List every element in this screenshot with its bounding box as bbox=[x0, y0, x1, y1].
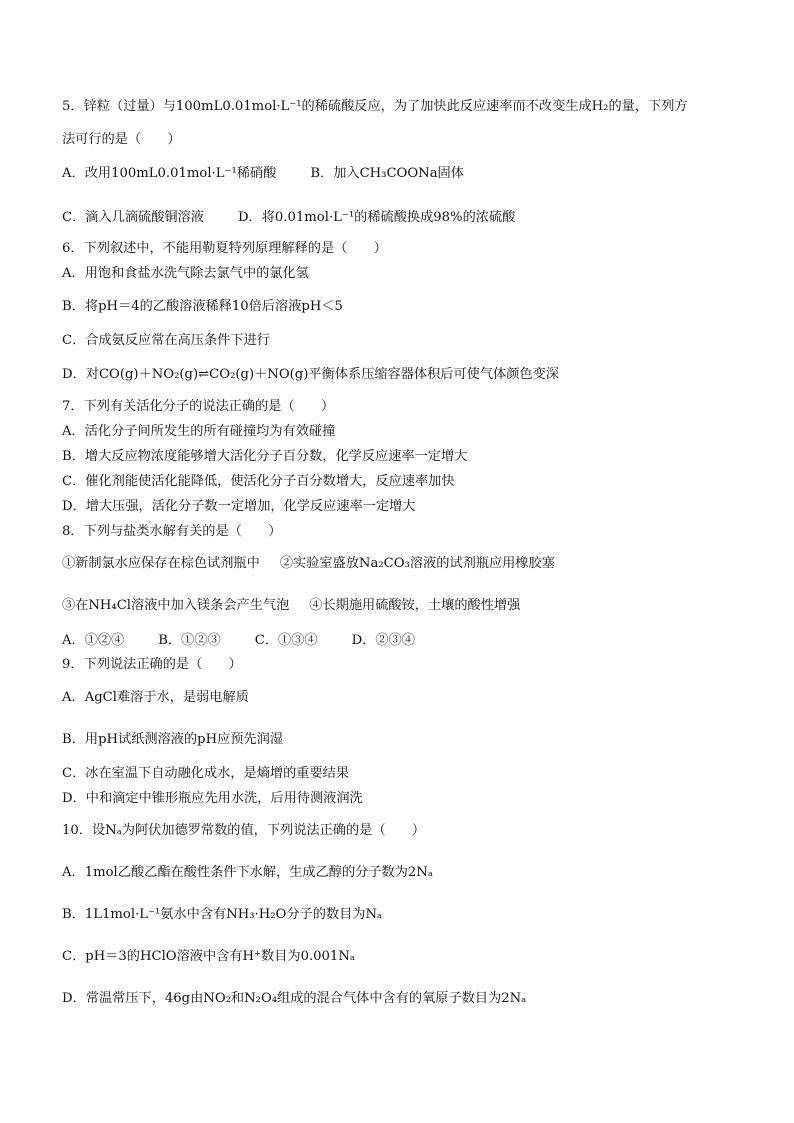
q7-option-b: B．增大反应物浓度能够增大活化分子百分数，化学反应速率一定增大 bbox=[62, 449, 468, 464]
q5-stem-text-2: 法可行的是（ ） bbox=[62, 132, 181, 147]
q5-stem-line-1 bbox=[62, 98, 764, 116]
q5-stem-text-1: 5．锌粒（过量）与100mL0.01mol·L⁻¹的稀硫酸反应，为了加快此反应速率而不改变生成H₂的量，下列方 bbox=[62, 99, 688, 114]
q8-item-2: ②实验室盛放Na₂CO₃溶液的试剂瓶应用橡胶塞 bbox=[279, 556, 555, 571]
q8-option-a: A．①②④ bbox=[62, 633, 125, 648]
q6-option-a: A．用饱和食盐水洗气除去氯气中的氯化氢 bbox=[62, 266, 309, 281]
q8-items-row-2 bbox=[62, 597, 764, 615]
q6-stem-line bbox=[62, 240, 764, 258]
q5-options-row-2 bbox=[62, 209, 764, 227]
q6-option-d-line bbox=[62, 366, 764, 384]
q8-option-b: B．①②③ bbox=[158, 633, 221, 648]
q9-stem-line bbox=[62, 656, 764, 674]
q9-option-c: C．冰在室温下自动融化成水，是熵增的重要结果 bbox=[62, 766, 350, 781]
q8-stem-line bbox=[62, 523, 764, 541]
q7-option-d: D．增大压强，活化分子数一定增加，化学反应速率一定增大 bbox=[62, 499, 416, 514]
q6-option-c-line bbox=[62, 332, 764, 350]
q8-stem-text: 8．下列与盐类水解有关的是（ ） bbox=[62, 524, 282, 539]
q10-option-a-line bbox=[62, 864, 764, 882]
q7-option-a-line bbox=[62, 423, 764, 441]
q6-option-a-line bbox=[62, 265, 764, 283]
q7-option-c-line bbox=[62, 473, 764, 491]
q8-item-1: ①新制氯水应保存在棕色试剂瓶中 bbox=[62, 556, 260, 571]
q5-option-c: C．滴入几滴硫酸铜溶液 bbox=[62, 210, 204, 225]
q10-stem-text: 10．设Nₐ为阿伏加德罗常数的值，下列说法正确的是（ ） bbox=[62, 823, 426, 838]
q7-option-a: A．活化分子间所发生的所有碰撞均为有效碰撞 bbox=[62, 424, 336, 439]
q8-items-row-1 bbox=[62, 555, 764, 573]
q9-stem-text: 9．下列说法正确的是（ ） bbox=[62, 657, 242, 672]
q9-option-a: A．AgCl难溶于水，是弱电解质 bbox=[62, 690, 249, 705]
q6-option-d: D．对CO(g)＋NO₂(g)⇌CO₂(g)＋NO(g)平衡体系压缩容器体积后可使气体颜色变深 bbox=[62, 367, 559, 382]
q5-option-d: D．将0.01mol·L⁻¹的稀硫酸换成98%的浓硫酸 bbox=[237, 210, 516, 225]
q8-options-row bbox=[62, 632, 764, 650]
q5-stem-line-2 bbox=[62, 131, 764, 149]
q6-option-c: C．合成氨反应常在高压条件下进行 bbox=[62, 333, 270, 348]
q8-item-4: ④长期施用硫酸铵，土壤的酸性增强 bbox=[309, 598, 521, 613]
q7-stem-line bbox=[62, 398, 764, 416]
q10-option-b: B．1L1mol·L⁻¹氨水中含有NH₃·H₂O分子的数目为Nₐ bbox=[62, 907, 383, 922]
q9-option-d: D．中和滴定中锥形瓶应先用水洗，后用待测液润洗 bbox=[62, 791, 363, 806]
q10-option-d: D．常温常压下，46g由NO₂和N₂O₄组成的混合气体中含有的氧原子数目为2Nₐ bbox=[62, 991, 527, 1006]
q6-option-b-line bbox=[62, 298, 764, 316]
q9-option-b: B．用pH试纸测溶液的pH应预先润湿 bbox=[62, 732, 284, 747]
q7-option-b-line bbox=[62, 448, 764, 466]
q8-option-d: D．②③④ bbox=[351, 633, 415, 648]
q6-stem-text: 6．下列叙述中，不能用勒夏特列原理解释的是（ ） bbox=[62, 241, 387, 256]
q9-option-c-line bbox=[62, 765, 764, 783]
q8-option-c: C．①③④ bbox=[254, 633, 318, 648]
q7-stem-text: 7．下列有关活化分子的说法正确的是（ ） bbox=[62, 399, 335, 414]
q6-option-b: B．将pH＝4的乙酸溶液稀释10倍后溶液pH＜5 bbox=[62, 299, 343, 314]
q10-option-c: C．pH＝3的HClO溶液中含有H⁺数目为0.001Nₐ bbox=[62, 949, 355, 964]
q7-option-d-line bbox=[62, 498, 764, 516]
q10-option-b-line bbox=[62, 906, 764, 924]
q10-stem-line bbox=[62, 822, 764, 840]
q9-option-d-line bbox=[62, 790, 764, 808]
q7-option-c: C．催化剂能使活化能降低，使活化分子百分数增大，反应速率加快 bbox=[62, 474, 455, 489]
q5-option-a: A．改用100mL0.01mol·L⁻¹稀硝酸 bbox=[62, 166, 277, 181]
q10-option-d-line bbox=[62, 990, 764, 1008]
q5-options-row-1 bbox=[62, 165, 764, 183]
q9-option-a-line bbox=[62, 689, 764, 707]
q10-option-a: A．1mol乙酸乙酯在酸性条件下水解，生成乙醇的分子数为2Nₐ bbox=[62, 865, 433, 880]
q10-option-c-line bbox=[62, 948, 764, 966]
q5-option-b: B．加入CH₃COONa固体 bbox=[310, 166, 464, 181]
q9-option-b-line bbox=[62, 731, 764, 749]
q8-item-3: ③在NH₄Cl溶液中加入镁条会产生气泡 bbox=[62, 598, 290, 613]
